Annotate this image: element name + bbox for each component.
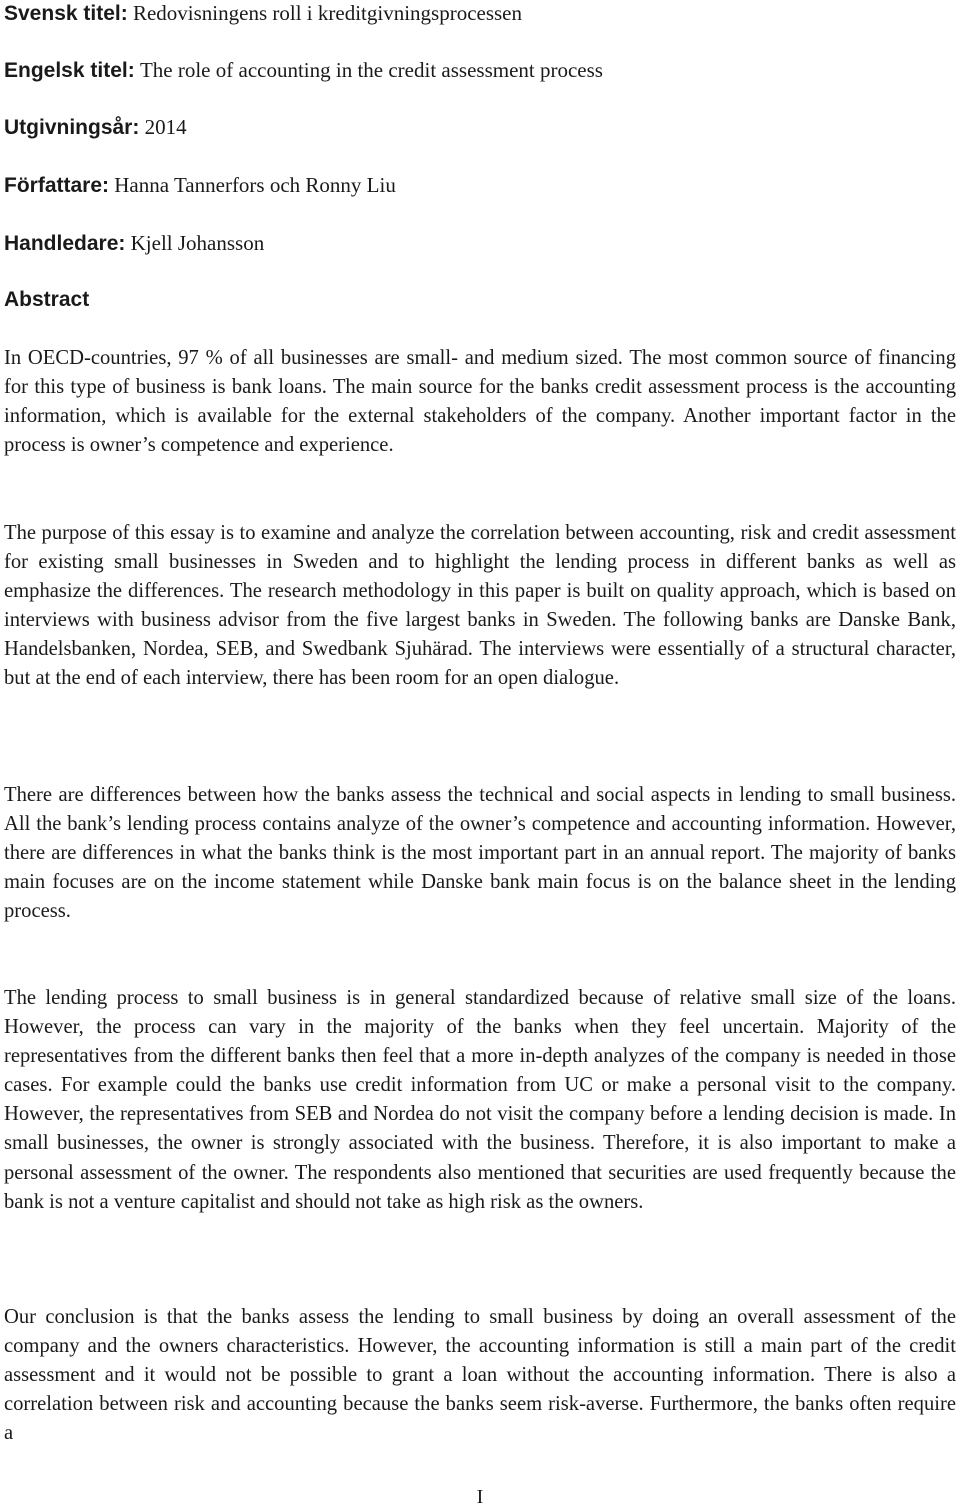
authors-label: Författare: [4, 174, 110, 197]
swedish-title-line [4, 0, 522, 27]
english-title-line [4, 57, 603, 84]
english-title-label: Engelsk titel: [4, 59, 135, 82]
authors-value: Hanna Tannerfors och Ronny Liu [114, 173, 396, 197]
abstract-paragraph-2: The purpose of this essay is to examine and analyze the correlation between accounting, risk and credit assessment for existing small businesses in Sweden and to highlight the lending process in different banks as well as emphasize the differences. The research methodology in this paper is built on quality approach, which is based on interviews with business advisor from the five largest banks in Sweden. The following banks are Danske Bank, Handelsbanken, Nordea, SEB, and Swedbank Sjuhärad. The interviews were essentially of a structural character, but at the end of each interview, there has been room for an open dialogue. [4, 522, 956, 690]
abstract-paragraph-5: Our conclusion is that the banks assess the lending to small business by doing an overall assessment of the company and the owners characteristics. However, the accounting information is still a main part of the credit assessment and it would not be possible to grant a loan without the accounting information. There is also a correlation between risk and accounting because the banks seem risk-averse. Furthermore, the banks often require a [4, 1306, 956, 1445]
english-title-value: The role of accounting in the credit assessment process [139, 58, 603, 82]
swedish-title-value: Redovisningens roll i kreditgivningsprocessen [132, 1, 523, 25]
swedish-title-label: Svensk titel: [4, 2, 128, 25]
abstract-paragraph-1: In OECD-countries, 97 % of all businesses are small- and medium sized. The most common source of financing for this type of business is bank loans. The main source for the banks credit assessment process is the accounting information, which is available for the external stakeholders of the company. Another important factor in the process is owner’s competence and experience. [4, 347, 956, 457]
supervisor-value: Kjell Johansson [130, 231, 265, 255]
supervisor-line [4, 230, 264, 257]
abstract-paragraph-4: The lending process to small business is in general standardized because of relative small size of the loans. However, the process can vary in the majority of the banks when they feel uncertain. Majority of the representatives from the different banks then feel that a more in-depth analyzes of the company is needed in those cases. For example could the banks use credit information from UC or make a personal visit to the company. However, the representatives from SEB and Nordea do not visit the company before a lending decision is made. In small businesses, the owner is strongly associated with the business. Therefore, it is also important to make a personal assessment of the owner. The respondents also mentioned that securities are used frequently because the bank is not a venture capitalist and should not take as high risk as the owners. [4, 987, 956, 1213]
supervisor-label: Handledare: [4, 232, 126, 255]
publication-year-line [4, 114, 187, 141]
abstract-paragraph-3: There are differences between how the banks assess the technical and social aspects in lending to small business. All the bank’s lending process contains analyze of the owner’s competence and accounting information. However, there are differences in what the banks think is the most important part in an annual report. The majority of banks main focuses are on the income statement while Danske bank main focus is on the balance sheet in the lending process. [4, 784, 956, 923]
publication-year-value: 2014 [144, 115, 187, 139]
page-number: I [476, 1486, 484, 1508]
publication-year-label: Utgivningsår: [4, 116, 140, 139]
abstract-heading: Abstract [4, 288, 90, 311]
authors-line [4, 172, 396, 199]
